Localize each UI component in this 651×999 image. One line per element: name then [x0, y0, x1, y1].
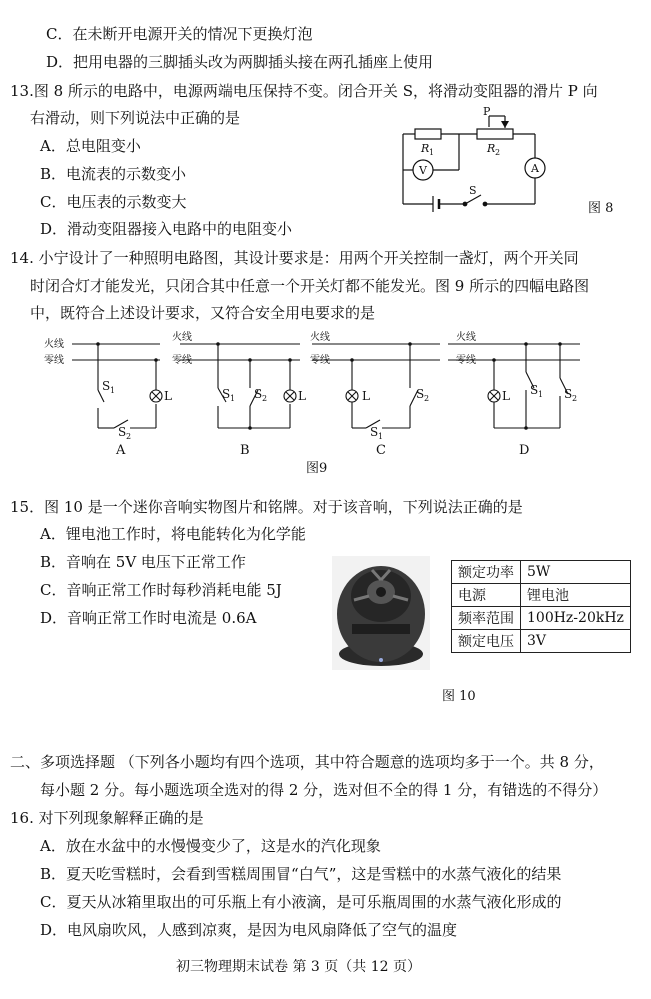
fig9d-s1-sub: 1	[538, 390, 544, 399]
spec-row-frequency	[452, 607, 631, 630]
spec-row-voltage	[452, 630, 631, 653]
fig9c-s1-sub: 1	[378, 432, 384, 441]
fig9d-live: 火线	[456, 332, 476, 343]
q16-stem: 16. 对下列现象解释正确的是	[10, 809, 204, 827]
fig9a-live: 火线	[44, 339, 64, 350]
spec-key: 频率范围	[452, 607, 521, 630]
fig9a-s1-sub: 1	[110, 386, 116, 395]
q13-option-d: D．滑动变阻器接入电路中的电阻变小	[40, 220, 293, 238]
fig9b-s1: S	[222, 387, 231, 401]
speaker-spec-table	[451, 560, 631, 653]
fig9-label-c: C	[376, 443, 386, 458]
fig9b-s2: S	[254, 387, 263, 401]
fig8-label-p: P	[483, 105, 491, 118]
speaker-photo	[332, 556, 430, 670]
spec-value: 锂电池	[521, 584, 631, 607]
spec-key: 额定功率	[452, 561, 521, 584]
q13-stem-line2: 右滑动，则下列说法中正确的是	[30, 109, 241, 127]
spec-key: 电源	[452, 584, 521, 607]
fig9b-lamp: L	[298, 389, 306, 403]
fig9d-neutral: 零线	[456, 355, 476, 366]
spec-row-power	[452, 561, 631, 584]
q15-option-b: B．音响在 5V 电压下正常工作	[40, 553, 246, 571]
fig9c-lamp: L	[362, 389, 370, 403]
fig9c-s1: S	[370, 425, 379, 439]
fig8-switch-label: S	[469, 184, 477, 197]
fig9a-lamp: L	[164, 389, 172, 403]
prev-option-c: C．在未断开电源开关的情况下更换灯泡	[46, 25, 313, 43]
q15-option-d: D．音响正常工作时电流是 0.6A	[40, 609, 257, 627]
q16-option-b: B．夏天吃雪糕时，会看到雪糕周围冒“白气”，这是雪糕中的水蒸气液化的结果	[40, 865, 562, 883]
spec-value: 3V	[521, 630, 631, 653]
q13-option-c: C．电压表的示数变大	[40, 193, 187, 211]
fig8-ammeter-label: A	[531, 162, 539, 175]
fig9b-live: 火线	[172, 332, 192, 343]
fig9d-s2-sub: 2	[572, 394, 578, 403]
spec-row-source	[452, 584, 631, 607]
fig9d-s2: S	[564, 387, 573, 401]
q14-stem-line2: 时闭合灯才能发光，只闭合其中任意一个开关灯都不能发光。图 9 所示的四幅电路图	[30, 277, 590, 295]
fig9-label-a: A	[116, 443, 126, 458]
q16-option-d: D．电风扇吹风，人感到凉爽，是因为电风扇降低了空气的温度	[40, 921, 458, 939]
fig9a-s1: S	[102, 379, 111, 393]
page-footer: 初三物理期末试卷 第 3 页（共 12 页）	[176, 959, 421, 975]
q16-option-c: C．夏天从冰箱里取出的可乐瓶上有小液滴，是可乐瓶周围的水蒸气液化形成的	[40, 893, 562, 911]
fig9d-s1: S	[530, 383, 539, 397]
section2-heading-line1: 二、多项选择题 （下列各小题均有四个选项，其中符合题意的选项均多于一个。共 8 分，	[10, 753, 604, 771]
spec-value: 5W	[521, 561, 631, 584]
spec-value: 100Hz-20kHz	[521, 607, 631, 630]
fig8-voltmeter-label: V	[419, 164, 427, 177]
fig9a-s2-sub: 2	[126, 432, 132, 441]
q15-option-a: A．锂电池工作时，将电能转化为化学能	[40, 525, 306, 543]
figure-9-circuits	[0, 332, 651, 462]
fig9-label-b: B	[240, 443, 250, 458]
q13-option-b: B．电流表的示数变小	[40, 165, 187, 183]
section2-heading-line2: 每小题 2 分。每小题选项全选对的得 2 分，选对但不全的得 1 分，有错选的不得分）	[40, 781, 608, 799]
q14-stem-line1: 14. 小宁设计了一种照明电路图，其设计要求是：用两个开关控制一盏灯，两个开关同	[10, 249, 579, 267]
fig9c-neutral: 零线	[310, 355, 330, 366]
fig9a-neutral: 零线	[44, 355, 64, 366]
q15-option-c: C．音响正常工作时每秒消耗电能 5J	[40, 581, 282, 599]
fig8-label-r1-sub: 1	[429, 148, 435, 157]
q15-stem: 15．图 10 是一个迷你音响实物图片和铭牌。对于该音响，下列说法正确的是	[10, 498, 523, 516]
figure-8-caption: 图 8	[588, 201, 614, 216]
figure-9-caption: 图9	[306, 461, 328, 476]
figure-10-caption: 图 10	[442, 689, 476, 704]
fig9c-live: 火线	[310, 332, 330, 343]
fig9-label-d: D	[519, 443, 530, 458]
prev-option-d: D．把用电器的三脚插头改为两脚插头接在两孔插座上使用	[46, 53, 434, 71]
fig9c-s2: S	[416, 387, 425, 401]
q14-stem-line3: 中，既符合上述设计要求，又符合安全用电要求的是	[30, 304, 376, 322]
q13-stem-line1: 13.图 8 所示的电路中，电源两端电压保持不变。闭合开关 S，将滑动变阻器的滑片 P 向	[10, 82, 598, 100]
fig9d-lamp: L	[502, 389, 510, 403]
fig9b-s1-sub: 1	[230, 394, 236, 403]
fig9b-s2-sub: 2	[262, 394, 268, 403]
q16-option-a: A．放在水盆中的水慢慢变少了，这是水的汽化现象	[40, 837, 381, 855]
spec-key: 额定电压	[452, 630, 521, 653]
fig9a-s2: S	[118, 425, 127, 439]
fig9b-neutral: 零线	[172, 355, 192, 366]
figure-8-circuit	[395, 105, 555, 218]
fig8-label-r2-sub: 2	[495, 148, 501, 157]
fig8-label-r2: R	[487, 142, 496, 155]
q13-option-a: A．总电阻变小	[40, 137, 141, 155]
fig8-label-r1: R	[421, 142, 430, 155]
fig9c-s2-sub: 2	[424, 394, 430, 403]
